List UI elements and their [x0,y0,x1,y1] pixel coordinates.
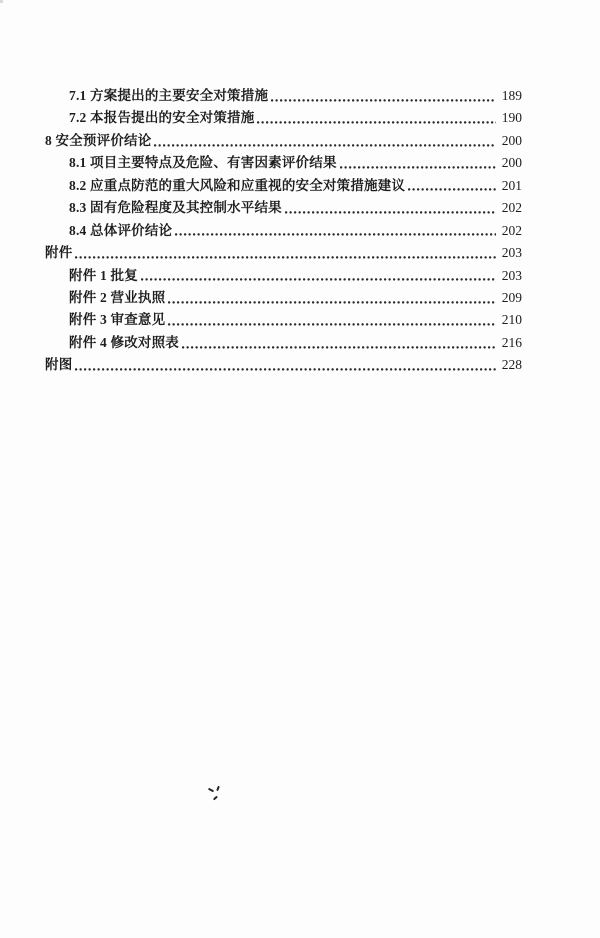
toc-entry-page-number: 200 [501,132,522,148]
toc-entry-label: 附件 2 营业执照 [69,289,166,305]
toc-entry-label: 8 安全预评价结论 [45,132,152,148]
toc-entry-row [45,152,522,174]
toc-entry-label: 附件 1 批复 [69,267,138,283]
toc-entry-label: 附件 4 修改对照表 [69,334,179,350]
toc-entry-page-number: 202 [501,222,522,238]
toc-entry-page-number: 228 [501,357,522,373]
table-of-contents [45,85,522,377]
dot-leader [75,368,496,371]
toc-entry-label: 8.1 项目主要特点及危险、有害因素评价结果 [69,155,337,171]
scan-speck-artifact [0,0,3,3]
toc-entry-label: 7.1 方案提出的主要安全对策措施 [69,88,269,103]
dot-leader [408,188,496,191]
toc-entry-label: 8.4 总体评价结论 [69,222,173,238]
toc-entry-page-number: 201 [501,177,522,193]
toc-entry-page-number: 190 [501,110,522,126]
toc-entry-row [45,107,522,129]
toc-entry-row [45,130,522,152]
dot-leader [285,211,496,214]
dot-leader [75,256,496,259]
dot-leader [182,346,496,349]
toc-entry-page-number: 200 [501,155,522,171]
toc-entry-row [45,175,522,197]
toc-entry-page-number: 202 [501,200,522,216]
toc-entry-row [45,332,522,354]
dot-leader [154,144,496,147]
dot-leader [141,278,496,281]
toc-entry-page-number: 209 [501,289,522,305]
toc-entry-label: 附件 [45,245,73,261]
toc-entry-page-number: 216 [501,334,522,350]
dot-leader [271,99,496,102]
ink-smudge-artifact [206,785,226,807]
toc-entry-row [45,354,522,376]
toc-entry-page-number: 210 [501,312,522,328]
toc-entry-row [45,287,522,309]
dot-leader [257,121,496,124]
toc-entry-row [45,197,522,219]
toc-entry-label: 附图 [45,357,73,373]
toc-entry-label: 8.3 固有危险程度及其控制水平结果 [69,200,282,216]
toc-entry-row [45,309,522,331]
toc-entry-label: 7.2 本报告提出的安全对策措施 [69,110,255,126]
dot-leader [175,233,496,236]
toc-entry-page-number: 203 [501,245,522,261]
dot-leader [168,323,496,326]
toc-entry-row [45,220,522,242]
toc-entry-label: 8.2 应重点防范的重大风险和应重视的安全对策措施建议 [69,177,406,193]
toc-entry-row [45,265,522,287]
toc-entry-label: 附件 3 审查意见 [69,312,166,328]
toc-entry-page-number: 203 [501,267,522,283]
toc-entry-page-number: 189 [501,88,522,103]
toc-entry-row [45,242,522,264]
dot-leader [168,301,496,304]
toc-entry-row [45,85,522,107]
dot-leader [340,166,496,169]
